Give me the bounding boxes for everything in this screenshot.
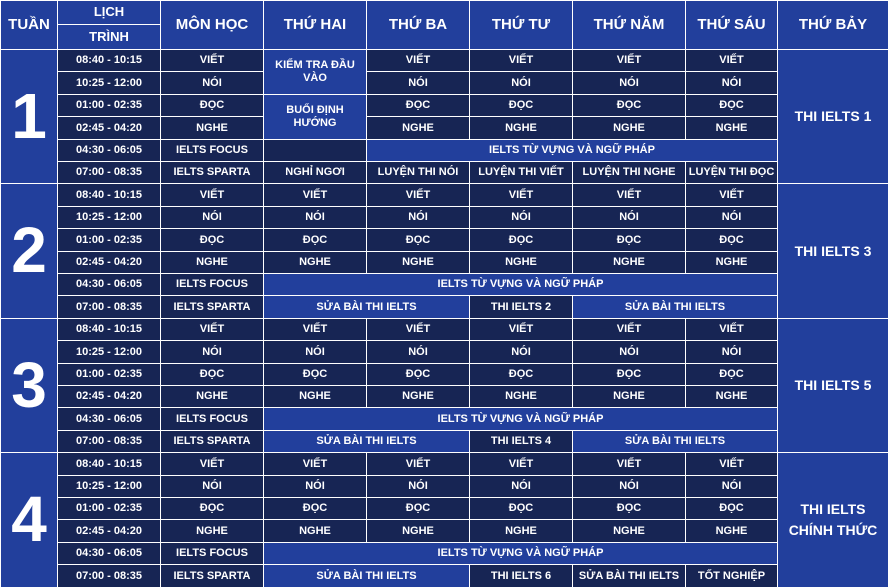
lesson-wednesday: VIẾT [470, 49, 573, 71]
lesson-thursday: ĐỌC [573, 498, 686, 520]
table-row [1, 251, 888, 273]
lesson-wednesday: NGHE [470, 251, 573, 273]
lesson-monday: NGHE [264, 386, 367, 408]
time-slot: 07:00 - 08:35 [58, 430, 161, 452]
subject-cell: IELTS FOCUS [161, 408, 264, 430]
time-slot: 08:40 - 10:15 [58, 453, 161, 475]
review-test-cell: SỬA BÀI THI IELTS [573, 296, 778, 318]
time-slot: 08:40 - 10:15 [58, 318, 161, 340]
subject-cell: IELTS FOCUS [161, 273, 264, 295]
orientation-cell: BUỔI ĐỊNH HƯỚNG [264, 94, 367, 139]
lesson-thursday: NÓI [573, 206, 686, 228]
practice-writing-cell: LUYỆN THI VIẾT [470, 161, 573, 183]
table-row [1, 161, 888, 183]
lesson-wednesday: NÓI [470, 341, 573, 363]
subject-cell: VIẾT [161, 184, 264, 206]
empty-cell [264, 139, 367, 161]
lesson-wednesday: VIẾT [470, 453, 573, 475]
lesson-tuesday: VIẾT [367, 318, 470, 340]
subject-cell: NÓI [161, 341, 264, 363]
lesson-friday: NÓI [686, 341, 778, 363]
week-number: 3 [1, 318, 58, 452]
header-tuesday: THỨ BA [367, 1, 470, 50]
subject-cell: ĐỌC [161, 363, 264, 385]
time-slot: 10:25 - 12:00 [58, 475, 161, 497]
review-test-cell: SỬA BÀI THI IELTS [573, 430, 778, 452]
table-row [1, 475, 888, 497]
table-row [1, 184, 888, 206]
lesson-tuesday: VIẾT [367, 453, 470, 475]
lesson-wednesday: NGHE [470, 386, 573, 408]
lesson-wednesday: ĐỌC [470, 229, 573, 251]
lesson-friday: NÓI [686, 72, 778, 94]
header-saturday: THỨ BẢY [778, 1, 888, 50]
time-slot: 02:45 - 04:20 [58, 117, 161, 139]
time-slot: 02:45 - 04:20 [58, 386, 161, 408]
lesson-friday: VIẾT [686, 453, 778, 475]
vocab-grammar-cell: IELTS TỪ VỰNG VÀ NGỮ PHÁP [264, 273, 778, 295]
time-slot: 04:30 - 06:05 [58, 542, 161, 564]
lesson-friday: NGHE [686, 117, 778, 139]
week-number: 4 [1, 453, 58, 588]
subject-cell: ĐỌC [161, 498, 264, 520]
time-slot: 10:25 - 12:00 [58, 72, 161, 94]
subject-cell: NÓI [161, 475, 264, 497]
table-row [1, 542, 888, 564]
table-row [1, 139, 888, 161]
table-row [1, 72, 888, 94]
subject-cell: NGHE [161, 520, 264, 542]
practice-listening-cell: LUYỆN THI NGHE [573, 161, 686, 183]
vocab-grammar-cell: IELTS TỪ VỰNG VÀ NGỮ PHÁP [367, 139, 778, 161]
subject-cell: ĐỌC [161, 94, 264, 116]
lesson-monday: VIẾT [264, 453, 367, 475]
lesson-thursday: NÓI [573, 475, 686, 497]
lesson-monday: ĐỌC [264, 229, 367, 251]
lesson-thursday: VIẾT [573, 453, 686, 475]
lesson-tuesday: NÓI [367, 475, 470, 497]
saturday-exam-cell: THI IELTS 5 [778, 318, 888, 452]
lesson-friday: VIẾT [686, 184, 778, 206]
subject-cell: VIẾT [161, 49, 264, 71]
lesson-thursday: ĐỌC [573, 229, 686, 251]
table-row [1, 498, 888, 520]
time-slot: 08:40 - 10:15 [58, 184, 161, 206]
lesson-wednesday: NÓI [470, 72, 573, 94]
lesson-monday: NÓI [264, 475, 367, 497]
lesson-thursday: VIẾT [573, 318, 686, 340]
vocab-grammar-cell: IELTS TỪ VỰNG VÀ NGỮ PHÁP [264, 542, 778, 564]
header-schedule-top: LỊCH [58, 1, 161, 25]
lesson-tuesday: NÓI [367, 206, 470, 228]
header-subject: MÔN HỌC [161, 1, 264, 50]
lesson-tuesday: VIẾT [367, 184, 470, 206]
subject-cell: ĐỌC [161, 229, 264, 251]
lesson-thursday: NÓI [573, 341, 686, 363]
time-slot: 08:40 - 10:15 [58, 49, 161, 71]
header-friday: THỨ SÁU [686, 1, 778, 50]
lesson-wednesday: NÓI [470, 475, 573, 497]
table-row [1, 117, 888, 139]
subject-cell: NGHE [161, 117, 264, 139]
subject-cell: IELTS FOCUS [161, 542, 264, 564]
lesson-monday: VIẾT [264, 318, 367, 340]
table-row [1, 273, 888, 295]
subject-cell: IELTS SPARTA [161, 296, 264, 318]
lesson-tuesday: VIẾT [367, 49, 470, 71]
lesson-wednesday: NÓI [470, 206, 573, 228]
lesson-wednesday: NGHE [470, 520, 573, 542]
time-slot: 02:45 - 04:20 [58, 520, 161, 542]
subject-cell: NÓI [161, 206, 264, 228]
rest-cell: NGHỈ NGƠI [264, 161, 367, 183]
lesson-thursday: VIẾT [573, 184, 686, 206]
table-row [1, 453, 888, 475]
table-row [1, 49, 888, 71]
vocab-grammar-cell: IELTS TỪ VỰNG VÀ NGỮ PHÁP [264, 408, 778, 430]
subject-cell: VIẾT [161, 453, 264, 475]
lesson-tuesday: ĐỌC [367, 498, 470, 520]
lesson-thursday: VIẾT [573, 49, 686, 71]
lesson-monday: VIẾT [264, 184, 367, 206]
saturday-exam-cell: THI IELTS CHÍNH THỨC [778, 453, 888, 588]
ielts-test-cell: THI IELTS 2 [470, 296, 573, 318]
ielts-test-cell: THI IELTS 6 [470, 565, 573, 588]
header-monday: THỨ HAI [264, 1, 367, 50]
header-wednesday: THỨ TƯ [470, 1, 573, 50]
lesson-friday: ĐỌC [686, 498, 778, 520]
lesson-friday: VIẾT [686, 318, 778, 340]
table-row [1, 94, 888, 116]
lesson-monday: NGHE [264, 520, 367, 542]
time-slot: 07:00 - 08:35 [58, 565, 161, 588]
time-slot: 01:00 - 02:35 [58, 363, 161, 385]
review-test-cell: SỬA BÀI THI IELTS [264, 296, 470, 318]
week-number: 1 [1, 49, 58, 183]
lesson-friday: NÓI [686, 475, 778, 497]
time-slot: 02:45 - 04:20 [58, 251, 161, 273]
header-thursday: THỨ NĂM [573, 1, 686, 50]
lesson-tuesday: ĐỌC [367, 229, 470, 251]
time-slot: 04:30 - 06:05 [58, 139, 161, 161]
lesson-friday: NGHE [686, 386, 778, 408]
subject-cell: NÓI [161, 72, 264, 94]
subject-cell: IELTS FOCUS [161, 139, 264, 161]
time-slot: 10:25 - 12:00 [58, 341, 161, 363]
table-row [1, 206, 888, 228]
table-row [1, 408, 888, 430]
lesson-tuesday: ĐỌC [367, 363, 470, 385]
table-row [1, 565, 888, 588]
practice-reading-cell: LUYỆN THI ĐỌC [686, 161, 778, 183]
lesson-monday: NÓI [264, 206, 367, 228]
lesson-tuesday: ĐỌC [367, 94, 470, 116]
lesson-friday: VIẾT [686, 49, 778, 71]
lesson-tuesday: NÓI [367, 341, 470, 363]
subject-cell: IELTS SPARTA [161, 565, 264, 588]
lesson-monday: NGHE [264, 251, 367, 273]
lesson-monday: ĐỌC [264, 498, 367, 520]
practice-speaking-cell: LUYỆN THI NÓI [367, 161, 470, 183]
lesson-thursday: NGHE [573, 520, 686, 542]
lesson-friday: ĐỌC [686, 363, 778, 385]
lesson-tuesday: NÓI [367, 72, 470, 94]
lesson-monday: NÓI [264, 341, 367, 363]
placement-test-cell: KIỂM TRA ĐẦU VÀO [264, 49, 367, 94]
lesson-wednesday: NGHE [470, 117, 573, 139]
lesson-friday: NGHE [686, 520, 778, 542]
review-test-cell: SỬA BÀI THI IELTS [264, 565, 470, 588]
table-row [1, 520, 888, 542]
week-number: 2 [1, 184, 58, 318]
lesson-friday: NÓI [686, 206, 778, 228]
saturday-exam-cell: THI IELTS 3 [778, 184, 888, 318]
subject-cell: IELTS SPARTA [161, 161, 264, 183]
lesson-tuesday: NGHE [367, 520, 470, 542]
ielts-test-cell: THI IELTS 4 [470, 430, 573, 452]
lesson-wednesday: ĐỌC [470, 363, 573, 385]
table-row [1, 430, 888, 452]
graduation-cell: TỐT NGHIỆP [686, 565, 778, 588]
time-slot: 07:00 - 08:35 [58, 161, 161, 183]
saturday-exam-cell: THI IELTS 1 [778, 49, 888, 183]
lesson-wednesday: ĐỌC [470, 498, 573, 520]
table-row [1, 386, 888, 408]
subject-cell: NGHE [161, 251, 264, 273]
lesson-friday: ĐỌC [686, 229, 778, 251]
lesson-friday: NGHE [686, 251, 778, 273]
lesson-thursday: NÓI [573, 72, 686, 94]
table-row [1, 363, 888, 385]
time-slot: 04:30 - 06:05 [58, 408, 161, 430]
lesson-wednesday: VIẾT [470, 318, 573, 340]
subject-cell: IELTS SPARTA [161, 430, 264, 452]
time-slot: 01:00 - 02:35 [58, 94, 161, 116]
subject-cell: NGHE [161, 386, 264, 408]
lesson-monday: ĐỌC [264, 363, 367, 385]
lesson-thursday: ĐỌC [573, 363, 686, 385]
lesson-thursday: NGHE [573, 251, 686, 273]
lesson-thursday: NGHE [573, 386, 686, 408]
lesson-tuesday: NGHE [367, 251, 470, 273]
time-slot: 07:00 - 08:35 [58, 296, 161, 318]
lesson-thursday: ĐỌC [573, 94, 686, 116]
time-slot: 04:30 - 06:05 [58, 273, 161, 295]
header-week: TUẦN [1, 1, 58, 50]
table-row [1, 341, 888, 363]
lesson-tuesday: NGHE [367, 386, 470, 408]
lesson-thursday: NGHE [573, 117, 686, 139]
time-slot: 01:00 - 02:35 [58, 498, 161, 520]
review-test-cell: SỬA BÀI THI IELTS [264, 430, 470, 452]
lesson-wednesday: ĐỌC [470, 94, 573, 116]
subject-cell: VIẾT [161, 318, 264, 340]
table-row [1, 229, 888, 251]
lesson-tuesday: NGHE [367, 117, 470, 139]
lesson-friday: ĐỌC [686, 94, 778, 116]
header-schedule-bottom: TRÌNH [58, 25, 161, 49]
lesson-wednesday: VIẾT [470, 184, 573, 206]
time-slot: 10:25 - 12:00 [58, 206, 161, 228]
time-slot: 01:00 - 02:35 [58, 229, 161, 251]
review-test-cell: SỬA BÀI THI IELTS [573, 565, 686, 588]
table-row [1, 296, 888, 318]
table-row [1, 318, 888, 340]
